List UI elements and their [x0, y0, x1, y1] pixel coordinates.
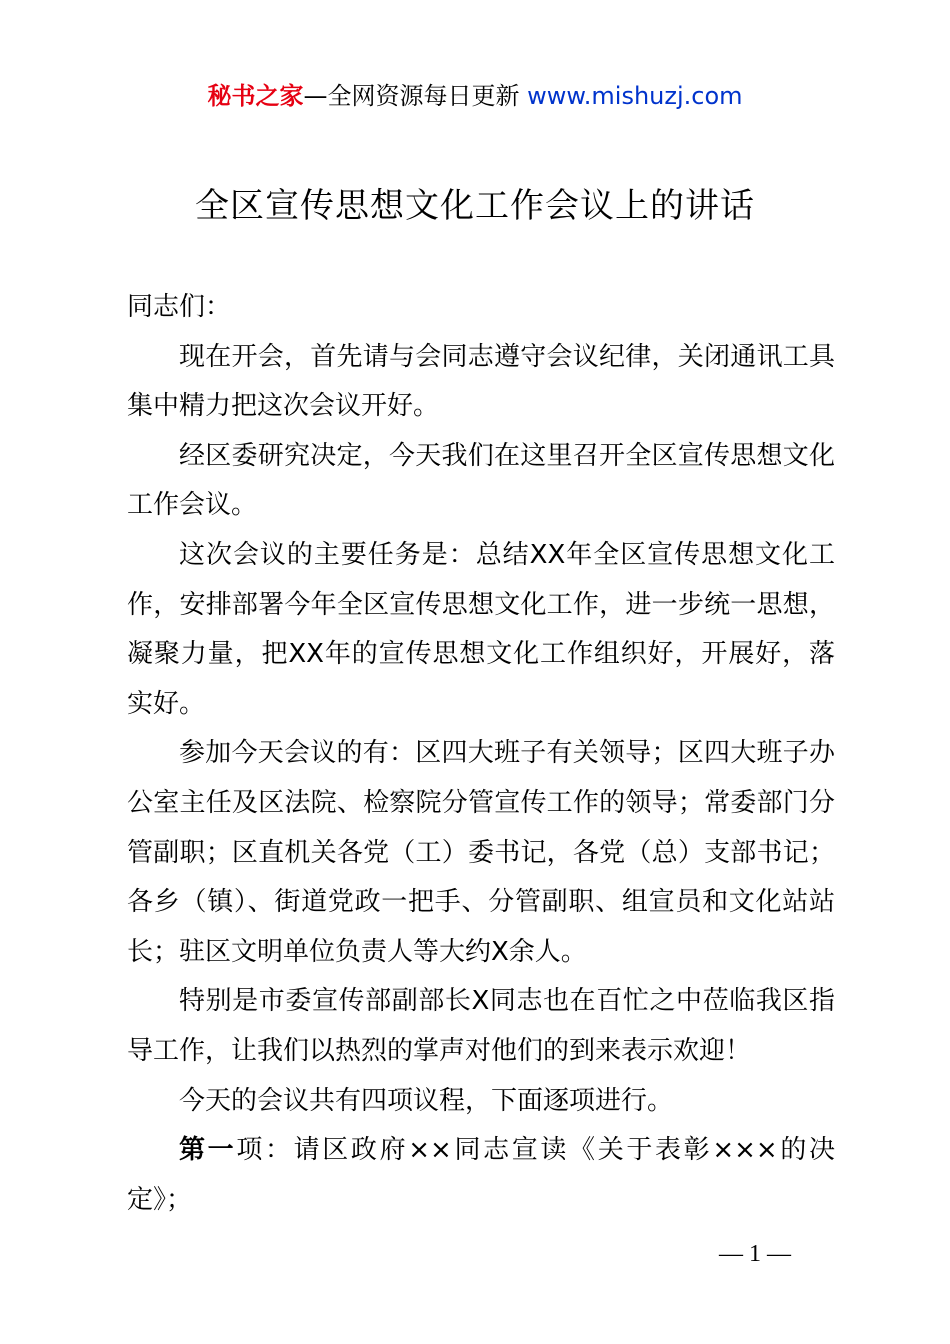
site-header [0, 80, 950, 112]
paragraph-1: 现在开会，首先请与会同志遵守会议纪律，关闭通讯工具集中精力把这次会议开好。 [127, 341, 835, 422]
paragraph-2: 经区委研究决定，今天我们在这里召开全区宣传思想文化工作会议。 [127, 440, 835, 521]
page-number: — 1 — [719, 1241, 791, 1267]
agenda-item-one-text: 项：请区政府××同志宣读《关于表彰×××的决定》； [127, 1135, 835, 1215]
site-slogan: —全网资源每日更新 [303, 82, 528, 110]
document-title: 全区宣传思想文化工作会议上的讲话 [195, 186, 755, 226]
paragraph-5: 特别是市委宣传部副部长X同志也在百忙之中莅临我区指导工作，让我们以热烈的掌声对他们的到来表示欢迎！ [127, 986, 835, 1066]
agenda-item-one [127, 1126, 835, 1225]
document-body [127, 283, 835, 1225]
salutation: 同志们： [127, 292, 232, 322]
agenda-item-one-label: 第一 [179, 1135, 237, 1166]
site-brand: 秘书之家 [207, 82, 304, 110]
paragraph-6: 今天的会议共有四项议程，下面逐项进行。 [179, 1085, 674, 1116]
site-url-link[interactable]: www.mishuzj.com [527, 82, 743, 110]
paragraph-3: 这次会议的主要任务是：总结XX年全区宣传思想文化工作，安排部署今年全区宣传思想文化工作，进一步统一思想，凝聚力量，把XX年的宣传思想文化工作组织好，开展好，落实好。 [127, 539, 835, 719]
paragraph-4: 参加今天会议的有：区四大班子有关领导；区四大班子办公室主任及区法院、检察院分管宣传工作的领导；常委部门分管副职；区直机关各党（工）委书记，各党（总）支部书记；各乡（镇）、街道党政一把手、分管副职、组宣员和文化站站长；驻区文明单位负责人等大约X余人。 [127, 738, 835, 967]
